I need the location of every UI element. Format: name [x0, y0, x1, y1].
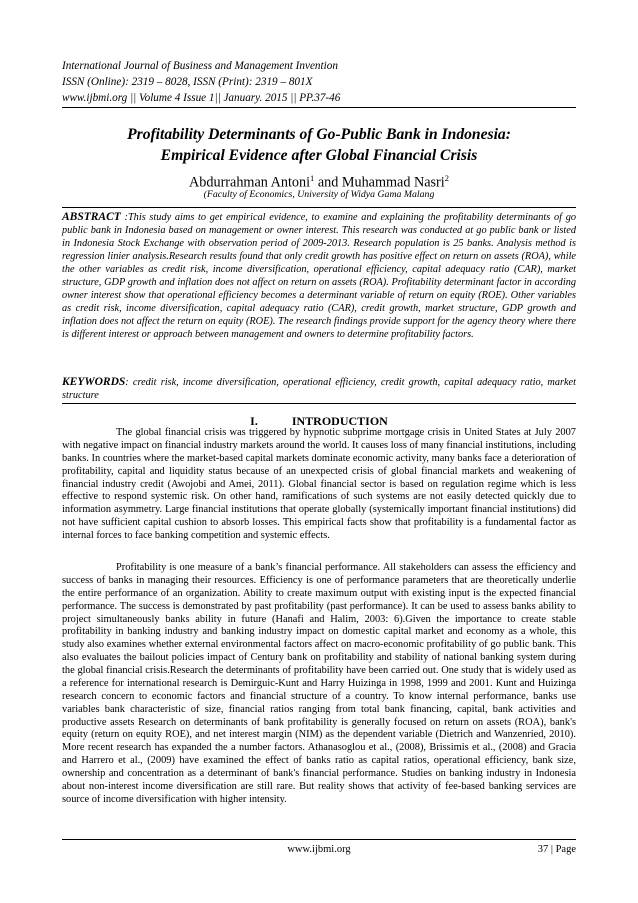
author-1-affil-mark: 1 [310, 173, 315, 183]
body-paragraph-1: The global financial crisis was triggered by hypnotic subprime mortgage crisis in United States at July 2007 with negative impact on financial industry markets around the world. It causes loss of many financial institutions, including banks. In countries where the market-based capital markets dominate economic activity, many banks face a deterioration of profitability, capital and liquidity status because of an unexpected crisis of global financial markets and weakening of financial industry credit (Awojobi and Amei, 2011). Global financial sector is based on regulation regime which is less effective to respond systemic risk. On other hand, ramifications of such systems are not easily detected quickly due to information asymmetry. Large financial institutions that operate globally (systemically important financial institutions) did not have sufficient capital cushion to absorb losses. This empirical facts show that profitability is a fundamental factor as internal forces to face banking competition and systemic effects. [62, 427, 576, 541]
journal-issn: ISSN (Online): 2319 – 8028, ISSN (Print): 2319 – 801X [62, 76, 313, 88]
keywords-bottom-divider [62, 403, 576, 404]
section-number: I. [250, 414, 258, 428]
journal-volume: www.ijbmi.org || Volume 4 Issue 1|| January. 2015 || PP.37-46 [62, 92, 341, 104]
abstract-label: ABSTRACT [62, 211, 121, 223]
author-2-affil-mark: 2 [444, 173, 449, 183]
footer-divider [62, 839, 576, 840]
author-1: Abdurrahman Antoni [189, 174, 311, 191]
abstract [62, 211, 576, 342]
author-2: Muhammad Nasri [341, 174, 445, 191]
header-divider [62, 107, 576, 108]
journal-header [62, 58, 582, 106]
footer-url: www.ijbmi.org [287, 844, 351, 855]
title-line-2: Empirical Evidence after Global Financial Crisis [160, 147, 478, 164]
page-number: 37 | Page [537, 844, 576, 855]
body-paragraph-2: Profitability is one measure of a bank’s financial performance. All stakeholders can assess the efficiency and success of banks in managing their resources. Efficiency is one of performance parameters that are theoretically underlie the entire performance of an organization. Ability to create maximum output with existing input is the expected financial performance. The success is demonstrated by past profitability (past performance). It can be used to assess banks ability to project simultaneously banks ability in future (Hanafi and Halim, 2003: 6).Given the importance to create stable profitability in banking industry and banking industry impact on domestic capital market and economy as a whole, this study also examines whether external environmental factors affect on macro-economic profitability of go public bank. This also evaluates the bailout policies impact of Century bank on profitability and stability of national banking system during the global financial crisis.Research the determinants of profitability have been carried out. One study that is widely used as a reference for international research is Demirguic-Kunt and Harry Huizinga in 1998, 1999 and 2001. Kunt and Huizinga research concern to economic factors and financial structure of a country. To know internal performance, banks use variables bank characteristic of size, financial ratios ranging from total bank financing, capital, bank activities and productive assets Research on determinants of bank profitability is generally focused on return on assets (ROA), bank's equity (return on equity ROE), and net interest margin (NIM) as the dependent variable (Dietrich and Wanzenried, 2010). More recent research has expanded the a number factors. Athanasoglou et al., (2008), Brissimis et al., (2008) and Gracia and Harrero et al., (2009) have examined the effect of banks ratio as capital ratios, operational efficiency, bank size, ownership and concentration as a determinant of bank's financial performance. Studies on banking industry in Indonesia about non-interest income diversification are still rare. But reality shows that activity of fee-based banking services are source of income diversification with higher intensity. [62, 562, 576, 805]
paper-title [62, 124, 576, 166]
affiliation: (Faculty of Economics, University of Widya Gama Malang [203, 189, 435, 200]
author-connector: and [314, 174, 342, 191]
abstract-text: :This study aims to get empirical evidence, to examine and explaining the profitability determinants of go public bank in Indonesia based on management or owner interest. This research was conducted at go public bank or listed in Indonesia Stock Exchange with observation period of 2009-2013. Research population is 25 banks. Analysis method is regression linier analysis.Research results found that only credit growth has positive effect on return on assets (ROA), while the other variables as credit risk, income diversification, operational efficiency, capital adequacy ratio (CAR), market structure, GDP growth and inflation does not affect on return on assets (ROA). Profitability determinant factor in according owner interest show that operational efficiency becomes a determinant variable of return on equity (ROE). Other variables as credit risk, income diversification, capital adequacy ratio (CAR), credit growth, market structure, GDP growth and inflation does not affect the return on equity (ROE). The research findings provide support for the agency theory where there is different interest or approach between management and owners to determine profitability factors. [62, 212, 576, 340]
keywords [62, 376, 576, 402]
abstract-top-divider [62, 207, 576, 208]
title-line-1: Profitability Determinants of Go-Public Bank in Indonesia: [127, 126, 511, 143]
keywords-text: : credit risk, income diversification, operational efficiency, credit growth, capital adequacy ratio, market structure [62, 377, 576, 401]
section-title: INTRODUCTION [291, 414, 388, 428]
section-heading [62, 414, 576, 428]
journal-name: International Journal of Business and Management Invention [62, 60, 338, 72]
keywords-label: KEYWORDS [62, 376, 126, 388]
